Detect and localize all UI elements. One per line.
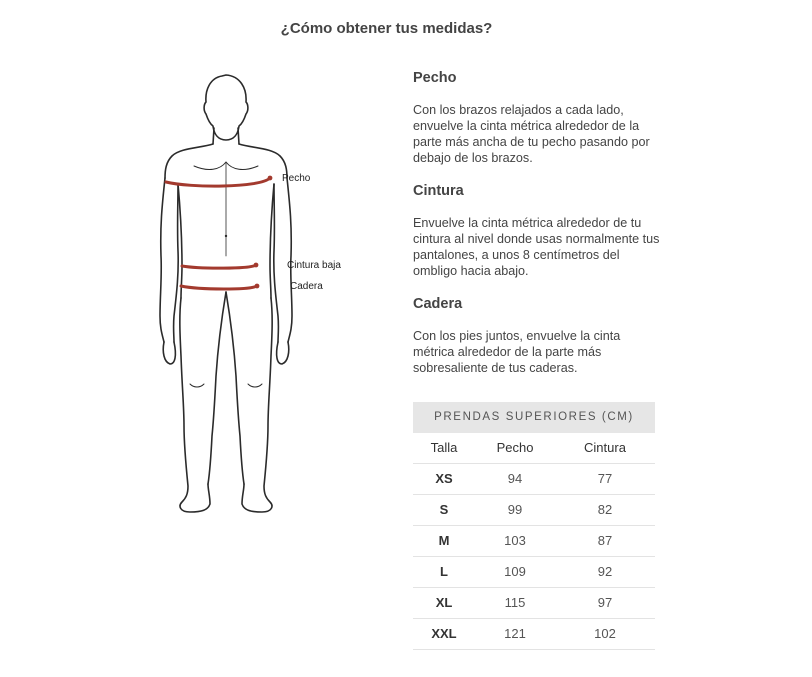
size-table-header: PRENDAS SUPERIORES (CM) (413, 402, 655, 433)
chest-cell: 115 (504, 595, 526, 610)
size-cell: XL (435, 595, 453, 610)
section-title: Cadera (413, 296, 463, 312)
hip-tape (181, 286, 257, 289)
table-row (413, 526, 655, 557)
waist-cell: 92 (597, 564, 613, 579)
table-row (413, 557, 655, 588)
section-waist (413, 183, 663, 279)
size-table (413, 402, 655, 650)
size-cell: S (439, 502, 449, 517)
waist-cell: 87 (597, 533, 613, 548)
chest-cell: 109 (504, 564, 526, 579)
chest-cell: 94 (507, 471, 523, 486)
size-cell: L (440, 564, 448, 579)
low-waist-tape (182, 265, 256, 268)
table-row (413, 495, 655, 526)
waist-cell: 82 (597, 502, 613, 517)
waist-cell: 97 (597, 595, 613, 610)
hip-tape-end (255, 284, 260, 289)
column-header-size: Talla (430, 440, 458, 455)
low-waist-tape-end (254, 263, 259, 268)
size-cell: M (438, 533, 450, 548)
body-silhouette (150, 66, 360, 526)
section-title: Pecho (413, 70, 457, 86)
low-waist-label: Cintura baja (287, 260, 341, 271)
section-text: Envuelve la cinta métrica alrededor de tu cintura al nivel donde usas normalmente tus pantalones, a unos 8 centímetros del ombligo hacia abajo. (413, 216, 660, 278)
page-title: ¿Cómo obtener tus medidas? (280, 20, 493, 37)
column-header-chest: Pecho (496, 440, 534, 455)
chest-cell: 121 (504, 626, 526, 641)
chest-tape-end (268, 176, 273, 181)
chest-label: Pecho (282, 173, 311, 184)
chest-tape (166, 178, 270, 186)
column-header-waist: Cintura (584, 440, 626, 455)
measurement-instructions (413, 70, 663, 393)
section-text: Con los brazos relajados a cada lado, envuelve la cinta métrica alrededor de la parte más ancha de tu pecho pasando por debajo de los brazos. (413, 103, 650, 165)
body-measurement-figure (150, 66, 360, 526)
section-text: Con los pies juntos, envuelve la cinta métrica alrededor de la parte más sobresaliente de tus caderas. (413, 329, 621, 375)
hip-label: Cadera (290, 281, 323, 292)
section-hip (413, 296, 663, 376)
size-cell: XXL (431, 626, 457, 641)
table-row (413, 619, 655, 650)
waist-cell: 102 (594, 626, 616, 641)
table-row (413, 464, 655, 495)
chest-cell: 103 (504, 533, 526, 548)
section-chest (413, 70, 663, 166)
waist-cell: 77 (597, 471, 613, 486)
size-table-column-headers (413, 433, 655, 464)
chest-cell: 99 (507, 502, 523, 517)
size-cell: XS (435, 471, 453, 486)
section-title: Cintura (413, 183, 464, 199)
table-row (413, 588, 655, 619)
